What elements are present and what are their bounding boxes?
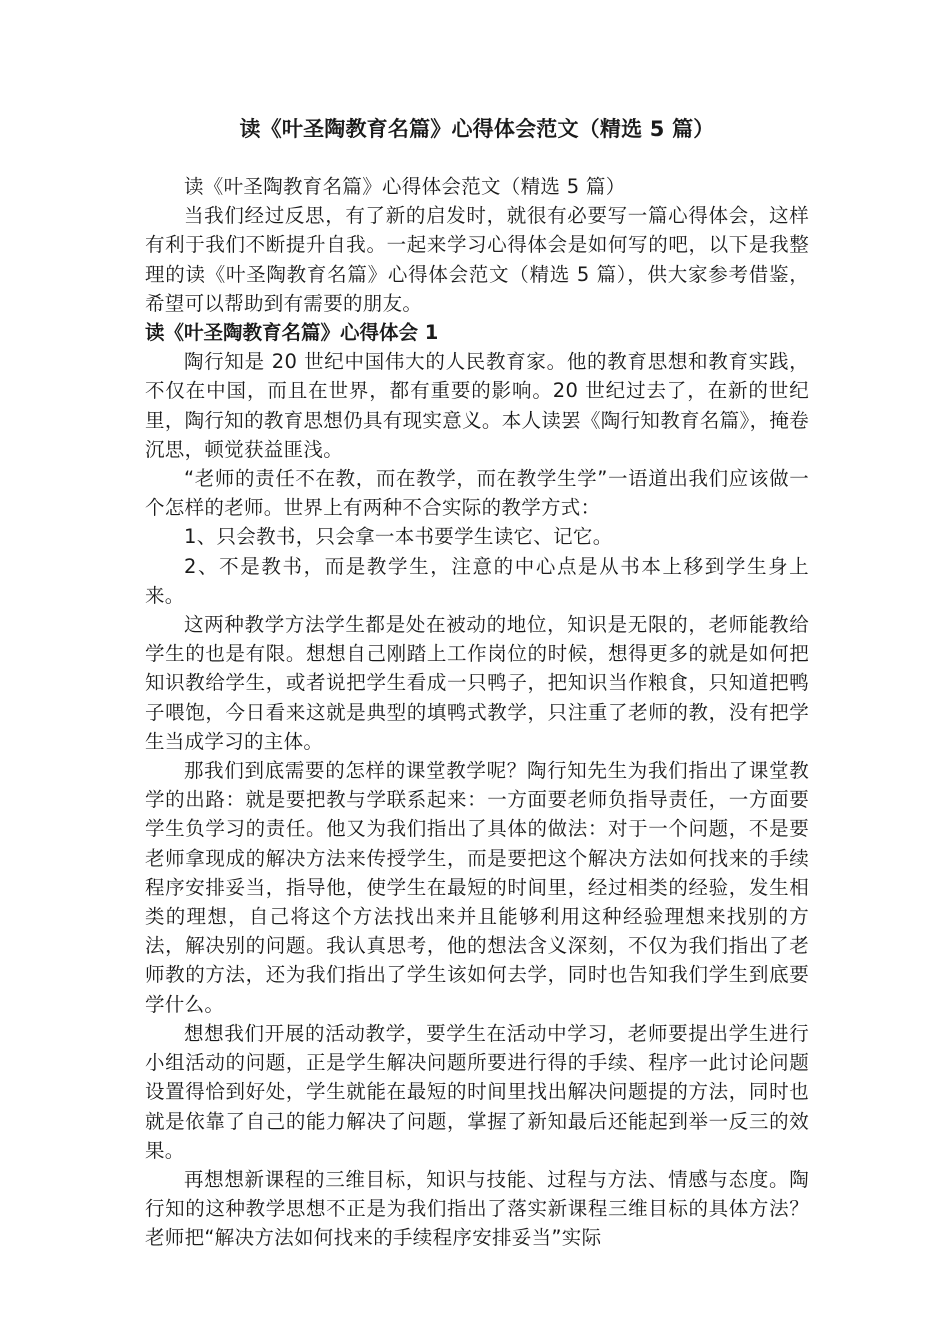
- document-page: [145, 112, 809, 1253]
- intro-title-line: 读《叶圣陶教育名篇》心得体会范文（精选 5 篇）: [184, 175, 626, 198]
- list-item: 1、只会教书，只会拿一本书要学生读它、记它。: [184, 525, 613, 549]
- body-paragraph: 这两种教学方法学生都是处在被动的地位，知识是无限的，老师能教给学生的也是有限。想想自己刚踏上工作岗位的时候，想得更多的就是如何把知识教给学生，或者说把学生看成一只鸭子，把知识当作粮食，只知道把鸭子喂饱，今日看来这就是典型的填鸭式教学，只注重了老师的教，没有把学生当成学习的主体。: [145, 613, 809, 753]
- body-paragraph: “老师的责任不在教，而在教学，而在教学生学”一语道出我们应该做一个怎样的老师。世界上有两种不合实际的教学方式：: [145, 467, 809, 520]
- body-paragraph: 那我们到底需要的怎样的课堂教学呢？陶行知先生为我们指出了课堂教学的出路：就是要把教与学联系起来：一方面要老师负指导责任，一方面要学生负学习的责任。他又为我们指出了具体的做法：对于一个问题，不是要老师拿现成的解决方法来传授学生，而是要把这个解决方法如何找来的手续程序安排妥当，指导他，使学生在最短的时间里，经过相类的经验，发生相类的理想，自己将这个方法找出来并且能够利用这种经验理想来找别的方法，解决别的问题。我认真思考，他的想法含义深刻，不仅为我们指出了老师教的方法，还为我们指出了学生该如何去学，同时也告知我们学生到底要学什么。: [145, 759, 809, 1016]
- document-title: 读《叶圣陶教育名篇》心得体会范文（精选 5 篇）: [239, 117, 715, 141]
- body-paragraph: 再想想新课程的三维目标，知识与技能、过程与方法、情感与态度。陶行知的这种教学思想不正是为我们指出了落实新课程三维目标的具体方法？老师把“解决方法如何找来的手续程序安排妥当”实际: [145, 1167, 809, 1250]
- body-paragraph: 想想我们开展的活动教学，要学生在活动中学习，老师要提出学生进行小组活动的问题，正是学生解决问题所要进行得的手续、程序一此讨论问题设置得恰到好处，学生就能在最短的时间里找出解决问题提的方法，同时也就是依靠了自己的能力解决了问题，掌握了新知最后还能起到举一反三的效果。: [145, 1021, 809, 1162]
- section-heading: 读《叶圣陶教育名篇》心得体会 1: [145, 321, 439, 345]
- intro-paragraph: 当我们经过反思，有了新的启发时，就很有必要写一篇心得体会，这样有利于我们不断提升自我。一起来学习心得体会是如何写的吧，以下是我整理的读《叶圣陶教育名篇》心得体会范文（精选 5 篇），供大家参考借鉴，希望可以帮助到有需要的朋友。: [145, 204, 809, 315]
- body-paragraph: 陶行知是 20 世纪中国伟大的人民教育家。他的教育思想和教育实践，不仅在中国，而且在世界，都有重要的影响。20 世纪过去了，在新的世纪里，陶行知的教育思想仍具有现实意义。本人读罢《陶行知教育名篇》，掩卷沉思，顿觉获益匪浅。: [145, 350, 809, 461]
- list-item: 2、不是教书，而是教学生，注意的中心点是从书本上移到学生身上来。: [145, 554, 809, 607]
